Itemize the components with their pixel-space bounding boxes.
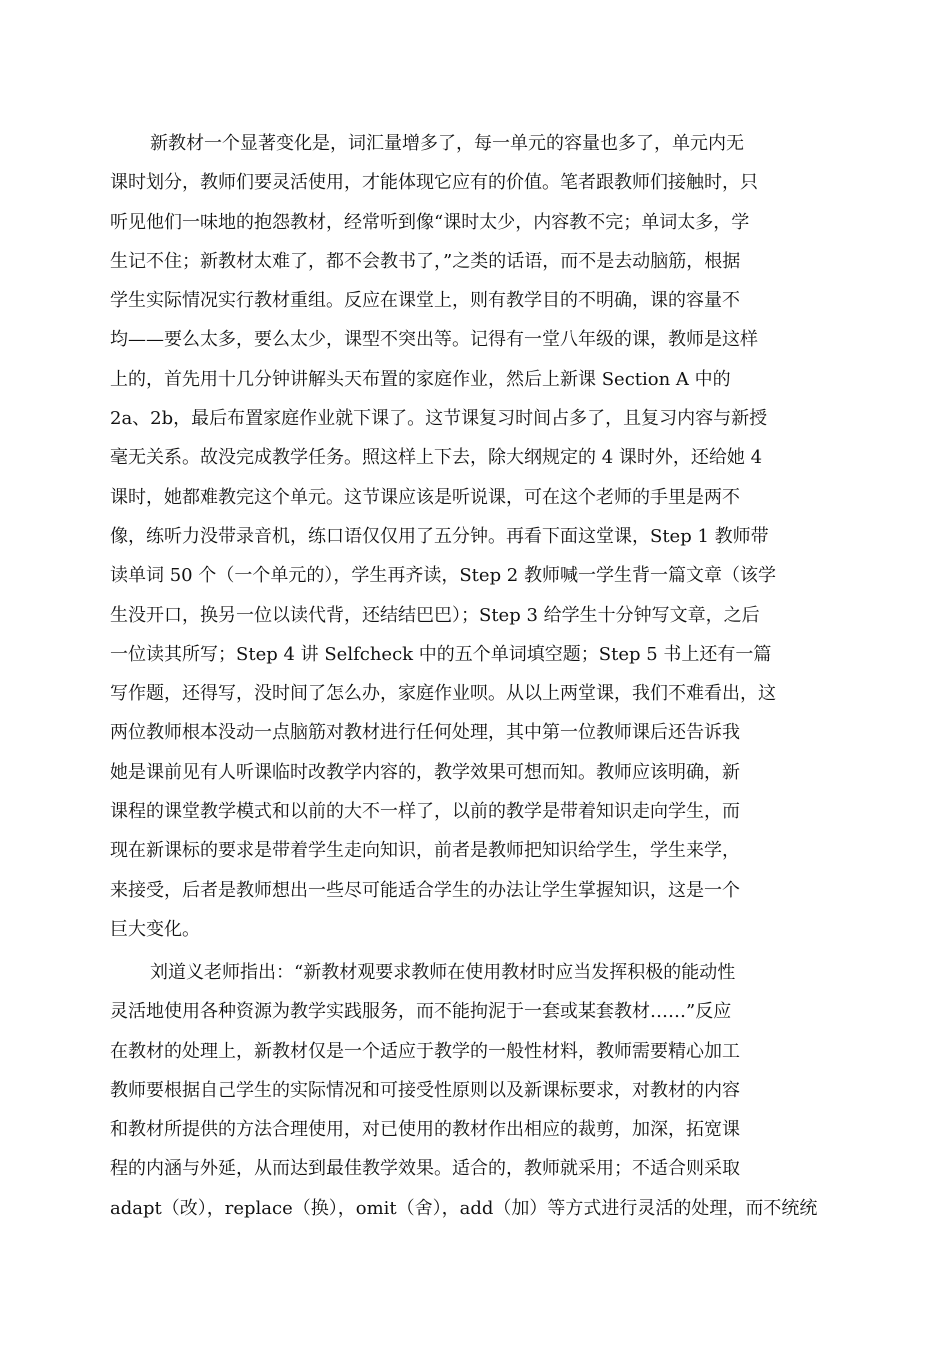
text-line: 她是课前见有人听课临时改教学内容的，教学效果可想而知。教师应该明确，新 bbox=[110, 761, 740, 783]
paragraph-2 bbox=[110, 953, 850, 1228]
text-line: 生没开口，换另一位以读代背，还结结巴巴）；Step 3 给学生十分钟写文章，之后 bbox=[110, 604, 760, 626]
text-line: 课时，她都难教完这个单元。这节课应该是听说课，可在这个老师的手里是两不 bbox=[110, 486, 740, 508]
text-line: 学生实际情况实行教材重组。反应在课堂上，则有教学目的不明确，课的容量不 bbox=[110, 290, 740, 312]
paragraph-1 bbox=[110, 124, 850, 949]
text-line: 听见他们一味地的抱怨教材，经常听到像“课时太少，内容教不完；单词太多，学 bbox=[110, 211, 750, 233]
text-line: 刘道义老师指出：“新教材观要求教师在使用教材时应当发挥积极的能动性 bbox=[150, 962, 736, 983]
text-line: adapt（改），replace（换），omit（舍），add（加）等方式进行灵活的处理，而不统统 bbox=[110, 1197, 818, 1219]
text-line: 课时划分，教师们要灵活使用，才能体现它应有的价值。笔者跟教师们接触时，只 bbox=[110, 172, 758, 194]
text-line: 读单词 50 个（一个单元的），学生再齐读，Step 2 教师喊一学生背一篇文章（该学 bbox=[110, 565, 776, 587]
text-line: 教师要根据自己学生的实际情况和可接受性原则以及新课标要求，对教材的内容 bbox=[110, 1079, 740, 1101]
text-line: 写作题，还得写，没时间了怎么办，家庭作业呗。从以上两堂课，我们不难看出，这 bbox=[110, 683, 776, 705]
text-line: 一位读其所写；Step 4 讲 Selfcheck 中的五个单词填空题；Step 5 书上还有一篇 bbox=[110, 643, 772, 665]
text-line: 生记不住；新教材太难了，都不会教书了，”之类的话语，而不是去动脑筋，根据 bbox=[110, 250, 741, 272]
text-line: 课程的课堂教学模式和以前的大不一样了，以前的教学是带着知识走向学生，而 bbox=[110, 801, 740, 823]
text-line: 像，练听力没带录音机，练口语仅仅用了五分钟。再看下面这堂课，Step 1 教师带 bbox=[110, 525, 769, 547]
text-line: 现在新课标的要求是带着学生走向知识，前者是教师把知识给学生，学生来学， bbox=[110, 840, 740, 862]
text-line: 均——要么太多，要么太少，课型不突出等。记得有一堂八年级的课，教师是这样 bbox=[110, 329, 758, 351]
text-line: 灵活地使用各种资源为教学实践服务，而不能拘泥于一套或某套教材……”反应 bbox=[110, 1001, 732, 1023]
text-line: 2a、2b，最后布置家庭作业就下课了。这节课复习时间占多了，且复习内容与新授 bbox=[110, 408, 768, 430]
text-line: 两位教师根本没动一点脑筋对教材进行任何处理，其中第一位教师课后还告诉我 bbox=[110, 722, 740, 744]
text-line: 毫无关系。故没完成教学任务。照这样上下去，除大纲规定的 4 课时外，还给她 4 bbox=[110, 447, 763, 469]
text-line: 巨大变化。 bbox=[110, 918, 200, 940]
text-line: 程的内涵与外延，从而达到最佳教学效果。适合的，教师就采用；不适合则采取 bbox=[110, 1158, 740, 1180]
text-line: 来接受，后者是教师想出一些尽可能适合学生的办法让学生掌握知识，这是一个 bbox=[110, 879, 740, 901]
text-line: 在教材的处理上，新教材仅是一个适应于教学的一般性材料，教师需要精心加工 bbox=[110, 1040, 740, 1062]
text-line: 上的，首先用十几分钟讲解头天布置的家庭作业，然后上新课 Section A 中的 bbox=[110, 368, 731, 390]
text-line: 新教材一个显著变化是，词汇量增多了，每一单元的容量也多了，单元内无 bbox=[150, 133, 744, 154]
text-line: 和教材所提供的方法合理使用，对已使用的教材作出相应的裁剪，加深，拓宽课 bbox=[110, 1119, 740, 1141]
